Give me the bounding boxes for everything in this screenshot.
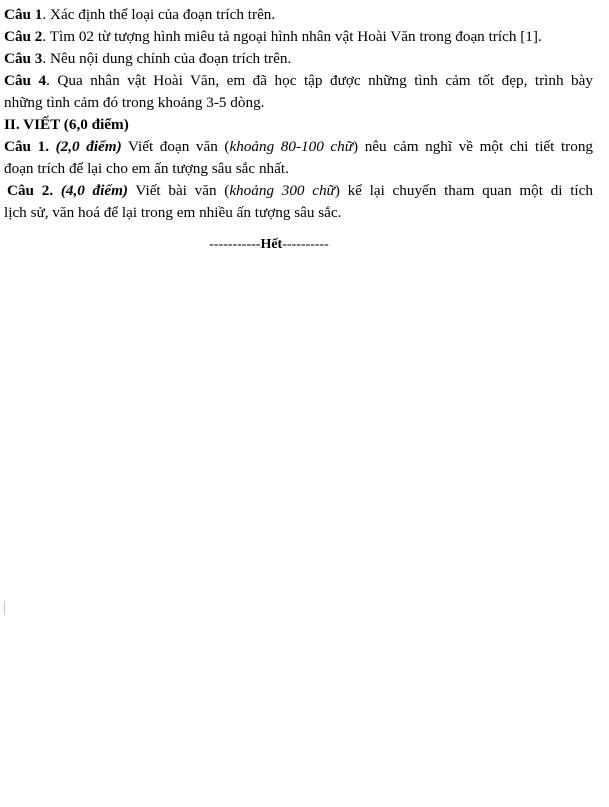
- task-points: (4,0 điểm): [60, 182, 128, 199]
- writing-task-2: [4, 180, 593, 224]
- task-separator: .: [49, 182, 61, 199]
- question-text: . Tìm 02 từ tượng hình miêu tả ngoại hình nhân vật Hoài Văn trong đoạn trích [1].: [42, 28, 542, 45]
- writing-task-1-line-1: [4, 136, 593, 158]
- text-cursor: [4, 601, 5, 615]
- question-2: [4, 26, 593, 48]
- task-separator: .: [45, 138, 56, 155]
- question-4: [4, 70, 593, 114]
- question-3: [4, 48, 593, 70]
- document-content: [4, 4, 593, 224]
- question-text: . Xác định thể loại của đoạn trích trên.: [42, 6, 276, 23]
- task-text: Viết bài văn (: [127, 182, 230, 199]
- writing-task-1: [4, 136, 593, 180]
- question-label: Câu 4: [4, 72, 47, 89]
- end-dashes-left: -----------: [209, 237, 261, 252]
- writing-task-2-line-2: lịch sử, văn hoá để lại trong em nhiều ấn tượng sâu sắc.: [4, 204, 342, 221]
- question-label: Câu 2: [4, 28, 43, 45]
- task-word-limit: khoảng 300 chữ: [229, 182, 335, 199]
- task-label: Câu 2: [7, 182, 50, 199]
- writing-task-2-line-1: [4, 180, 593, 202]
- task-text: ) nêu cảm nghĩ về một chi tiết trong: [353, 138, 594, 155]
- end-marker: [0, 234, 538, 256]
- question-label: Câu 1: [4, 6, 43, 23]
- question-4-line-1: [4, 70, 593, 92]
- task-word-limit: khoảng 80-100 chữ: [229, 138, 354, 155]
- task-points: (2,0 điểm): [55, 138, 122, 155]
- writing-task-1-line-2: đoạn trích để lại cho em ấn tượng sâu sắc nhất.: [4, 160, 289, 177]
- section-heading: II. VIẾT (6,0 điểm): [4, 116, 129, 133]
- task-text: Viết đoạn văn (: [121, 138, 230, 155]
- question-1: [4, 4, 593, 26]
- end-word: Hết: [260, 237, 283, 252]
- end-dashes-right: ----------: [282, 237, 329, 252]
- question-4-line-2: những tình cảm đó trong khoảng 3-5 dòng.: [4, 94, 265, 111]
- question-label: Câu 3: [4, 50, 43, 67]
- question-text: . Qua nhân vật Hoài Văn, em đã học tập được những tình cảm tốt đẹp, trình bày: [46, 72, 593, 89]
- task-text: ) kể lại chuyến tham quan một di tích: [334, 182, 593, 199]
- task-label: Câu 1: [4, 138, 46, 155]
- question-text: . Nêu nội dung chính của đoạn trích trên.: [42, 50, 292, 67]
